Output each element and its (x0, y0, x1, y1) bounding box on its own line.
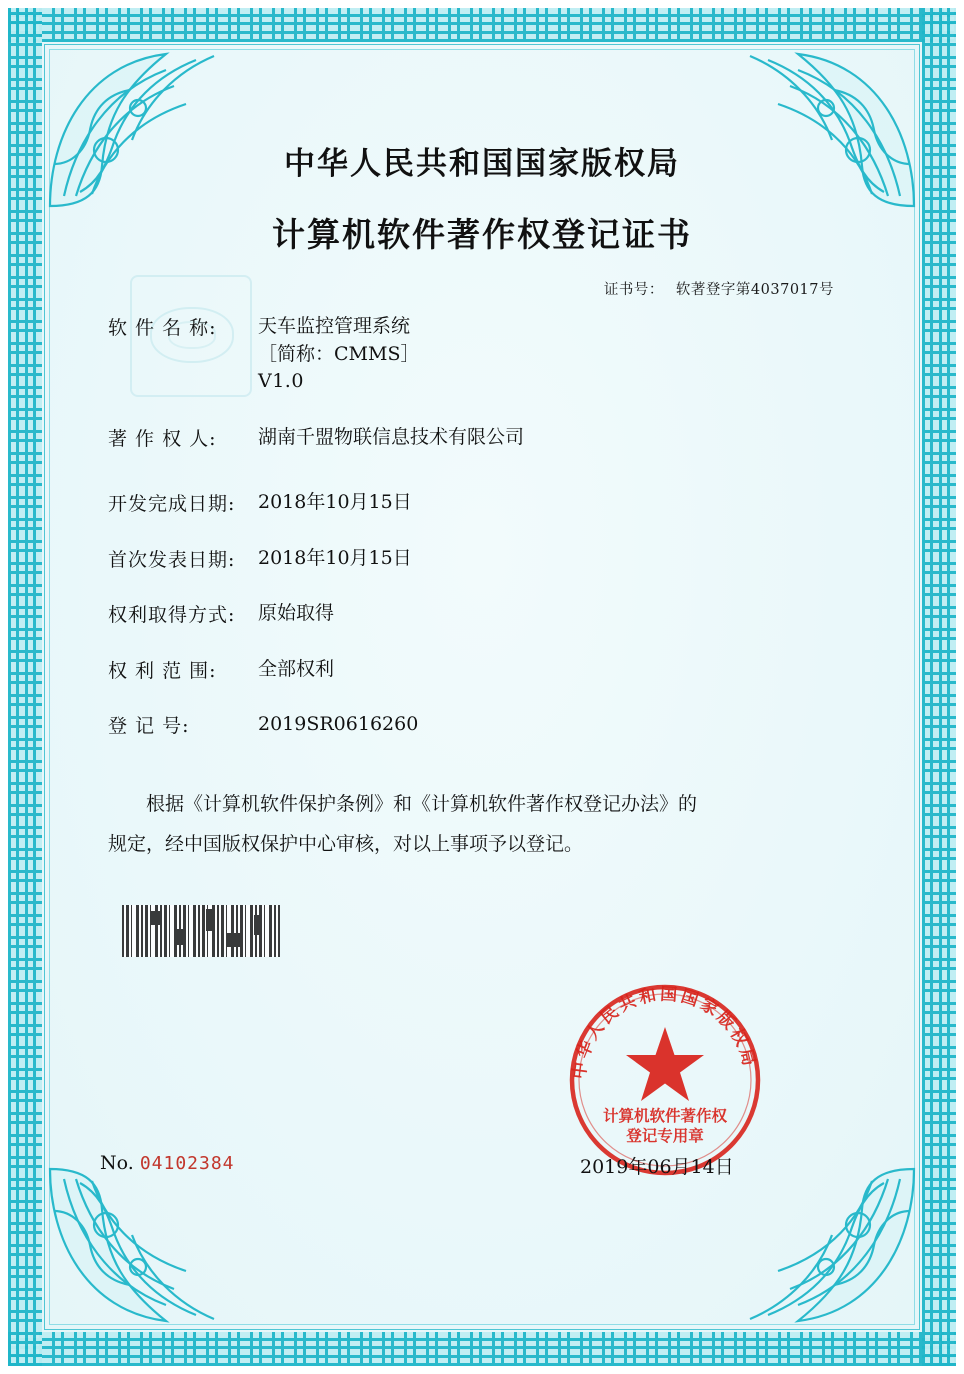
field-first-publication-date (108, 545, 904, 573)
field-label: 权利取得方式: (108, 604, 236, 627)
legal-statement-line1: 根据《计算机软件保护条例》和《计算机软件著作权登记办法》的 (146, 792, 698, 815)
field-label: 开发完成日期: (108, 493, 236, 516)
issuer-title: 中华人民共和国国家版权局 (284, 146, 680, 182)
barcode-block (174, 929, 186, 945)
field-label: 权 利 范 围: (108, 659, 217, 682)
field-value: 原始取得 (258, 602, 335, 625)
software-version: V1.0 (258, 370, 304, 393)
svg-text:登记专用章: 登记专用章 (626, 1126, 704, 1145)
border-band-right (922, 8, 956, 1366)
software-name-line1: 天车监控管理系统 (258, 315, 411, 337)
legal-statement-line2: 规定，经中国版权保护中心审核，对以上事项予以登记。 (108, 832, 584, 855)
barcode-block (150, 911, 160, 925)
barcode (122, 905, 280, 957)
certificate-number-line (60, 278, 904, 299)
certificate-title: 计算机软件著作权登记证书 (272, 215, 692, 254)
serial-number-label: No. (100, 1152, 134, 1174)
barcode-block (206, 909, 215, 931)
field-label: 首次发表日期: (108, 548, 236, 571)
field-development-date (108, 489, 904, 517)
field-value: 全部权利 (258, 657, 335, 680)
border-band-bottom (8, 1332, 956, 1366)
field-rights-acquisition (108, 600, 904, 628)
field-label: 著 作 权 人: (108, 427, 217, 450)
certificate-number-value: 软著登字第4037017号 (675, 282, 834, 298)
field-value: 湖南千盟物联信息技术有限公司 (258, 425, 525, 448)
svg-text:中华人民共和国国家版权局: 中华人民共和国国家版权局 (569, 984, 760, 1081)
serial-number-value: 04102384 (139, 1153, 235, 1174)
field-value: 2018年10月15日 (258, 546, 412, 569)
border-band-left (8, 8, 42, 1366)
legal-statement (60, 785, 904, 865)
field-software-name (108, 313, 904, 396)
field-label: 登 记 号: (108, 715, 190, 738)
field-value (258, 313, 419, 396)
field-rights-scope (108, 656, 904, 684)
svg-text:计算机软件著作权: 计算机软件著作权 (602, 1106, 728, 1125)
software-name-line2: ［简称：CMMS］ (258, 342, 420, 365)
certificate-content (60, 60, 904, 1314)
field-label: 软 件 名 称: (108, 317, 217, 339)
field-value: 2018年10月15日 (258, 491, 412, 514)
field-copyright-owner (108, 424, 904, 452)
issue-date: 2019年06月14日 (580, 1156, 734, 1178)
field-registration-number (108, 711, 904, 739)
barcode-block (226, 933, 240, 947)
field-list (60, 313, 904, 739)
barcode-block (254, 915, 262, 935)
serial-number (100, 1152, 235, 1174)
field-value: 2019SR0616260 (258, 713, 419, 736)
border-band-top (8, 8, 956, 42)
certificate-number-label: 证书号： (603, 282, 664, 298)
